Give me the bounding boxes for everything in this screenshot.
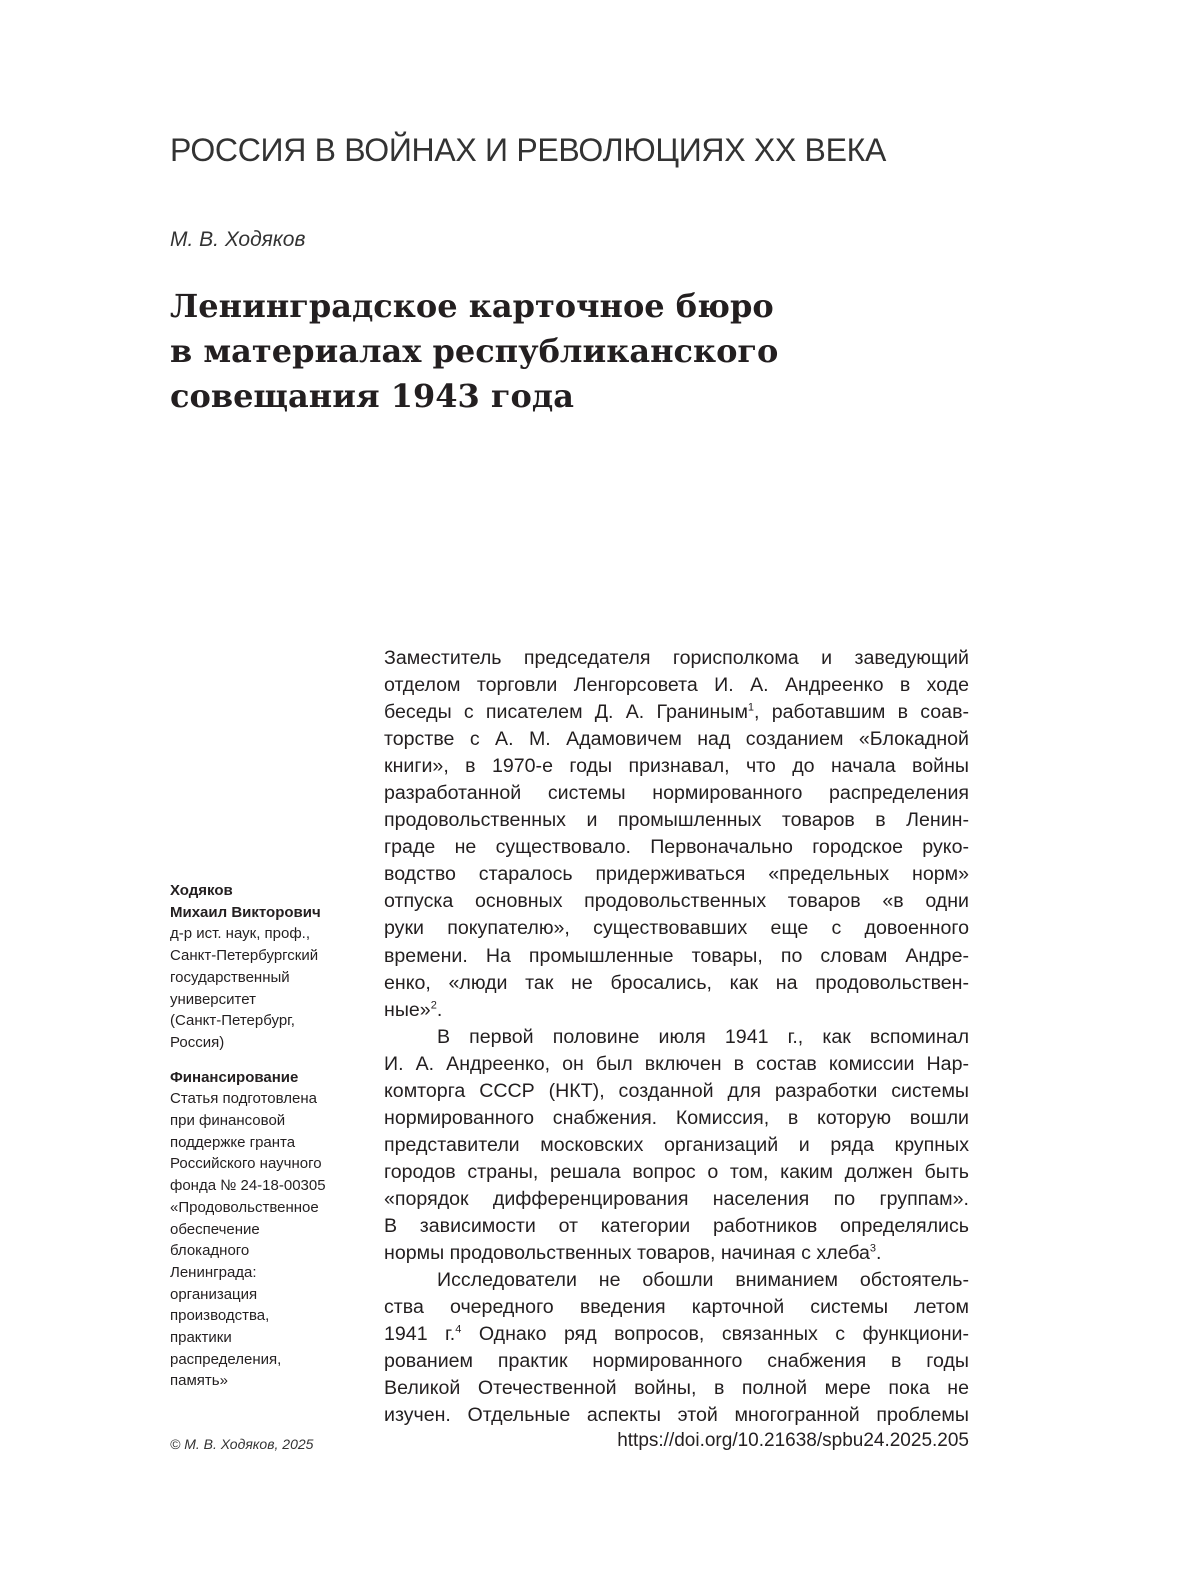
body-line: руки покупателю», существовавших еще с довоенного (384, 917, 969, 940)
article-body (384, 645, 969, 1429)
funding-line: Российского научного (170, 1155, 322, 1173)
body-line: Исследователи не обошли вниманием обстоятель- (437, 1269, 969, 1292)
body-text-fragment: беседы с писателем Д. А. Граниным (384, 701, 748, 724)
body-line: отпуска основных продовольственных товаров «в одни (384, 890, 969, 913)
paragraph-3 (384, 1267, 969, 1429)
body-line (384, 1321, 969, 1348)
body-line (384, 1240, 969, 1267)
body-line: комторга СССР (НКТ), созданной для разработки системы (384, 1079, 969, 1102)
paragraph-2 (384, 1024, 969, 1267)
author-name: М. В. Ходяков (170, 228, 306, 251)
body-line: нормированного снабжения. Комиссия, в которую вошли (384, 1106, 969, 1129)
body-text-fragment: . (436, 998, 443, 1021)
affiliation-line: Россия) (170, 1033, 225, 1051)
funding-line: блокадного (170, 1242, 250, 1260)
funding-line: Статья подготовлена (170, 1090, 317, 1108)
body-line: водство старалось придерживаться «предельных норм» (384, 863, 969, 886)
affiliation-line: государственный (170, 968, 290, 986)
affiliation-line: Санкт-Петербургский (170, 947, 319, 965)
affiliation-line: д-р ист. наук, проф., (170, 925, 311, 943)
funding-line: распределения, (170, 1350, 282, 1368)
paragraph-1 (384, 645, 969, 1024)
body-line: изучен. Отдельные аспекты этой многогранной проблемы (384, 1404, 969, 1427)
affiliation-line: (Санкт-Петербург, (170, 1012, 295, 1030)
funding-line: поддержке гранта (170, 1133, 296, 1151)
body-line: В первой половине июля 1941 г., как вспоминал (437, 1025, 969, 1048)
author-surname: Ходяков (170, 882, 233, 899)
footnote-ref-3[interactable]: 3 (869, 1242, 877, 1255)
title-line: в материалах республиканского (170, 332, 779, 370)
body-text-fragment: ные» (384, 998, 431, 1021)
body-line (384, 997, 969, 1024)
body-line: разработанной системы нормированного распределения (384, 782, 969, 805)
body-line: отделом торговли Ленгорсовета И. А. Андреенко в ходе (384, 674, 969, 697)
section-title: РОССИЯ В ВОЙНАХ И РЕВОЛЮЦИЯХ XX ВЕКА (170, 132, 887, 168)
funding-heading: Финансирование (170, 1068, 299, 1086)
footnote-ref-1[interactable]: 1 (747, 701, 755, 714)
article-title (170, 284, 890, 419)
body-line: Великой Отечественной войны, в полной мере пока не (384, 1377, 969, 1400)
funding-line: Ленинграда: (170, 1263, 257, 1281)
funding-line: производства, (170, 1307, 270, 1325)
funding-line: «Продовольственное (170, 1198, 319, 1216)
body-line: граде не существовало. Первоначально городское руко- (384, 836, 969, 859)
body-line: Заместитель председателя горисполкома и заведующий (384, 647, 969, 669)
title-line: совещания 1943 года (170, 377, 574, 415)
body-text-fragment: Однако ряд вопросов, связанных с функциони- (461, 1323, 969, 1346)
body-text-fragment: 1941 г. (384, 1323, 456, 1346)
title-line: Ленинградское карточное бюро (170, 287, 774, 325)
body-line: представители московских организаций и ряда крупных (384, 1133, 969, 1156)
body-line: В зависимости от категории работников определялись (384, 1214, 969, 1237)
doi-link[interactable]: https://doi.org/10.21638/spbu24.2025.205 (617, 1430, 969, 1451)
body-line: торстве с А. М. Адамовичем над созданием «Блокадной (384, 728, 969, 751)
funding-line: фонда № 24-18-00305 (170, 1177, 326, 1195)
body-line: рованием практик нормированного снабжения в годы (384, 1350, 969, 1373)
funding-line: при финансовой (170, 1112, 286, 1130)
affiliation-line: университет (170, 990, 256, 1008)
body-line: времени. На промышленные товары, по словам Андре- (384, 944, 969, 967)
funding-line: организация (170, 1285, 258, 1303)
body-line: продовольственных и промышленных товаров в Ленин- (384, 809, 969, 832)
body-text-fragment: нормы продовольственных товаров, начиная с хлеба (384, 1242, 870, 1265)
body-line: ства очередного введения карточной системы летом (384, 1296, 969, 1319)
body-line: «порядок дифференцирования населения по группам». (384, 1187, 969, 1210)
body-line: книги», в 1970-е годы признавал, что до начала войны (384, 755, 969, 778)
author-sidebar (170, 880, 355, 1392)
body-line: И. А. Андреенко, он был включен в состав комиссии Нар- (384, 1052, 969, 1075)
author-given-names: Михаил Викторович (170, 903, 321, 921)
body-text-fragment: . (876, 1242, 882, 1265)
funding-line: практики (170, 1329, 232, 1347)
copyright-notice: © М. В. Ходяков, 2025 (170, 1436, 314, 1452)
footnote-ref-4[interactable]: 4 (455, 1323, 462, 1336)
body-text-fragment: , работавшим в соав- (754, 701, 970, 724)
funding-line: обеспечение (170, 1220, 260, 1238)
footnote-ref-2[interactable]: 2 (430, 999, 437, 1012)
body-line (384, 699, 969, 726)
body-line: енко, «люди так не бросались, как на продовольствен- (384, 971, 969, 994)
funding-line: память» (170, 1372, 228, 1390)
body-line: городов страны, решала вопрос о том, каким должен быть (384, 1160, 969, 1183)
